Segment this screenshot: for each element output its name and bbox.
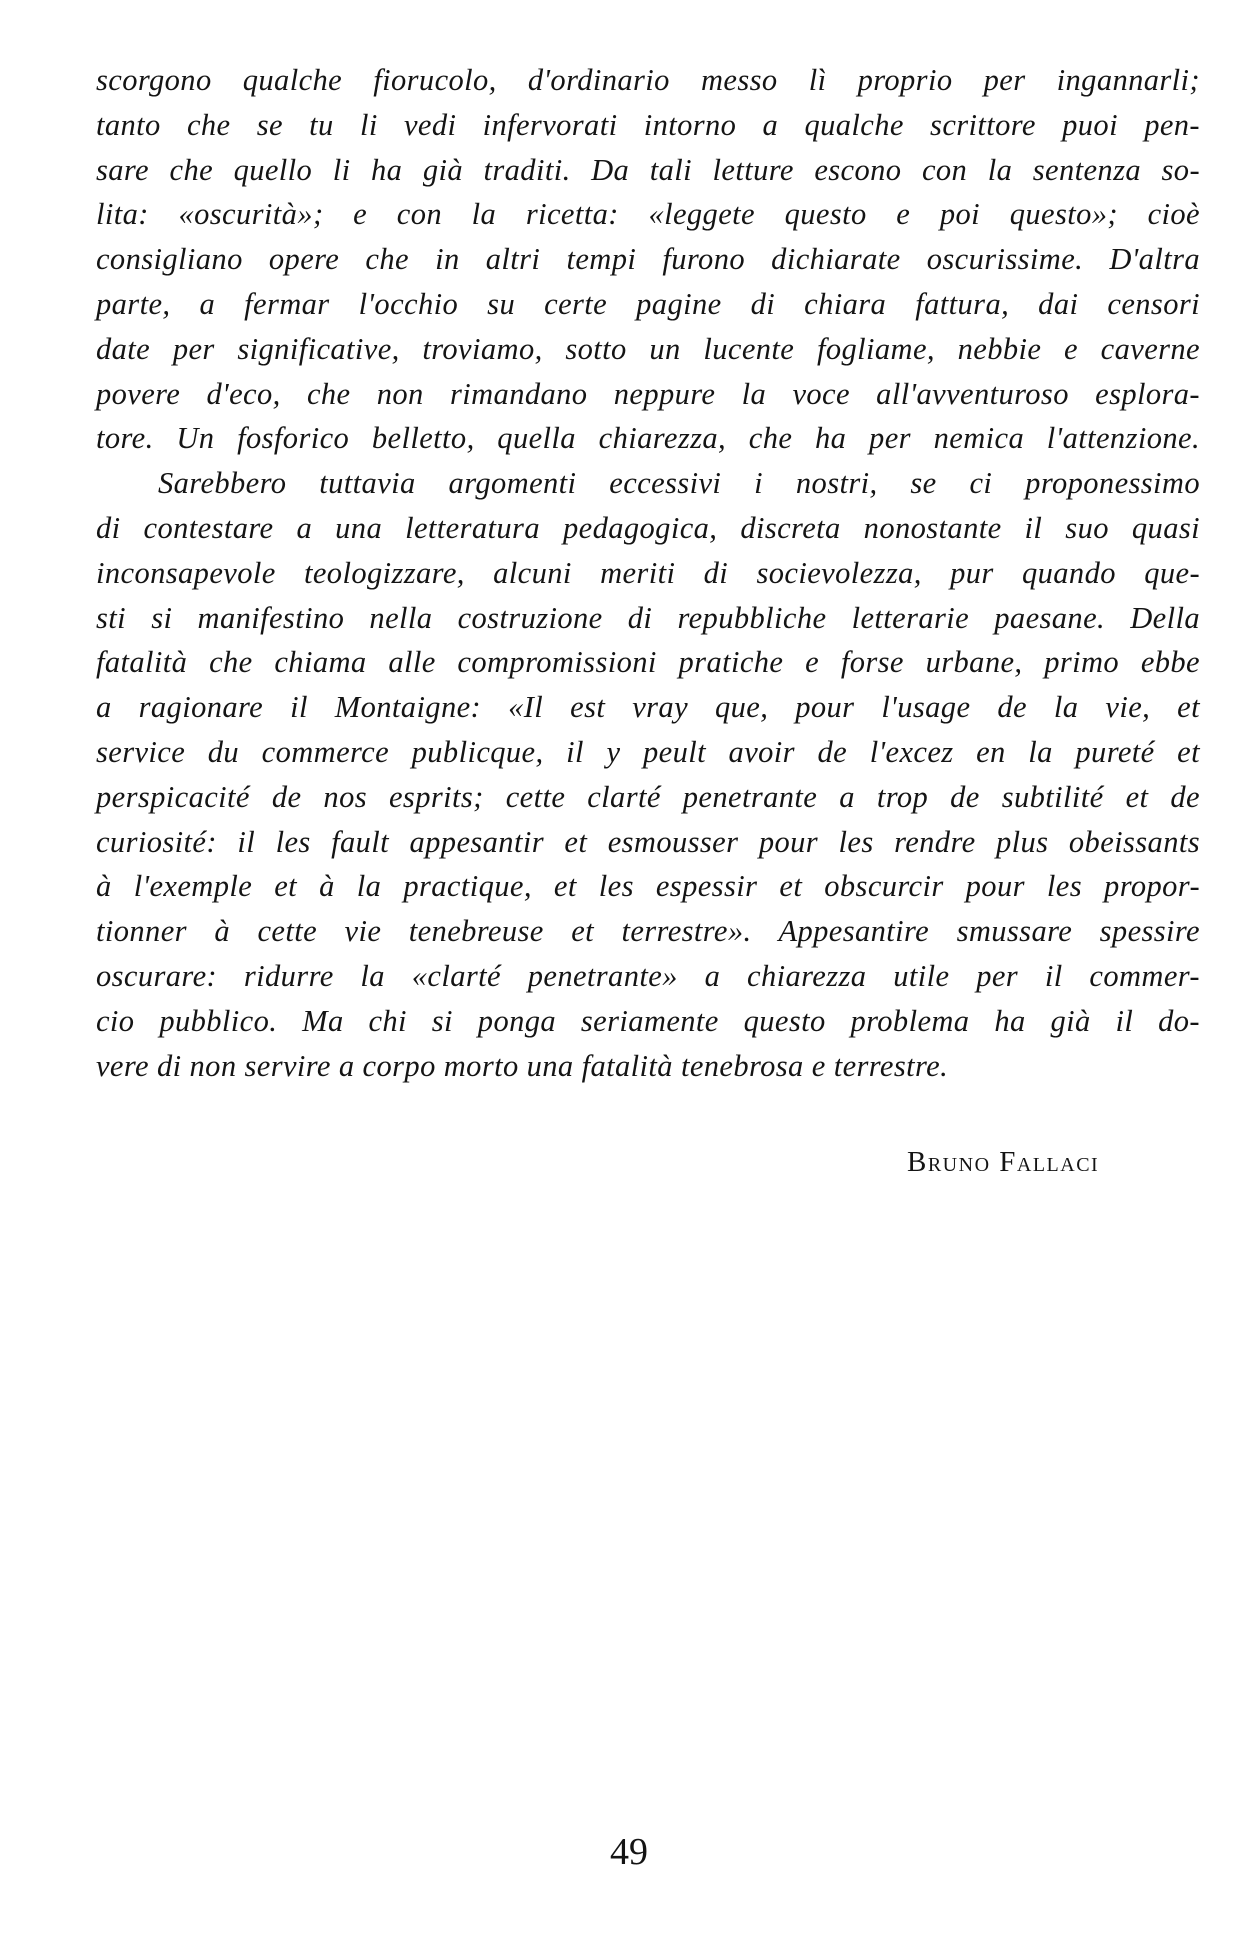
author-signature: Bruno Fallaci [907, 1146, 1100, 1178]
text-line: di contestare a una letteratura pedagogica, discreta nonostante il suo quasi [96, 510, 1200, 545]
text-line: parte, a fermar l'occhio su certe pagine di chiara fattura, dai censori [96, 286, 1200, 321]
text-line: curiosité: il les fault appesantir et esmousser pour les rendre plus obeissants [96, 824, 1200, 859]
text-line: Sarebbero tuttavia argomenti eccessivi i nostri, se ci proponessimo [158, 466, 1200, 501]
text-line: tionner à cette vie tenebreuse et terrestre». Appesantire smussare spessire [96, 914, 1200, 949]
text-line: fatalità che chiama alle compromissioni pratiche e forse urbane, primo ebbe [96, 645, 1200, 680]
text-line: scorgono qualche fiorucolo, d'ordinario messo lì proprio per ingannarli; [96, 63, 1200, 97]
text-line: sare che quello li ha già traditi. Da tali letture escono con la sentenza so- [96, 152, 1200, 187]
text-line: inconsapevole teologizzare, alcuni meriti di socievolezza, pur quando que- [96, 555, 1200, 590]
text-line: tore. Un fosforico belletto, quella chiarezza, che ha per nemica l'attenzione. [96, 421, 1200, 456]
text-line: consigliano opere che in altri tempi furono dichiarate oscurissime. D'altra [96, 242, 1200, 277]
text-line: date per significative, troviamo, sotto un lucente fogliame, nebbie e caverne [96, 331, 1200, 366]
text-line: oscurare: ridurre la «clarté penetrante» a chiarezza utile per il commer- [96, 958, 1200, 993]
text-line: lita: «oscurità»; e con la ricetta: «leggete questo e poi questo»; cioè [96, 197, 1200, 232]
text-line: povere d'eco, che non rimandano neppure la voce all'avventuroso esplora- [96, 376, 1200, 411]
text-line: à l'exemple et à la practique, et les espessir et obscurcir pour les propor- [96, 869, 1200, 904]
text-line: a ragionare il Montaigne: «Il est vray que, pour l'usage de la vie, et [96, 690, 1200, 725]
text-line: service du commerce publicque, il y peult avoir de l'excez en la pureté et [96, 734, 1200, 769]
text-line: perspicacité de nos esprits; cette clarté penetrante a trop de subtilité et de [96, 779, 1200, 814]
page-number: 49 [610, 1831, 648, 1873]
body-text [96, 58, 1200, 1088]
text-line: tanto che se tu li vedi infervorati intorno a qualche scrittore puoi pen- [96, 107, 1200, 142]
text-line: sti si manifestino nella costruzione di repubbliche letterarie paesane. Della [96, 600, 1200, 635]
text-line: cio pubblico. Ma chi si ponga seriamente questo problema ha già il do- [96, 1003, 1200, 1038]
text-line: vere di non servire a corpo morto una fatalità tenebrosa e terrestre. [96, 1048, 949, 1083]
